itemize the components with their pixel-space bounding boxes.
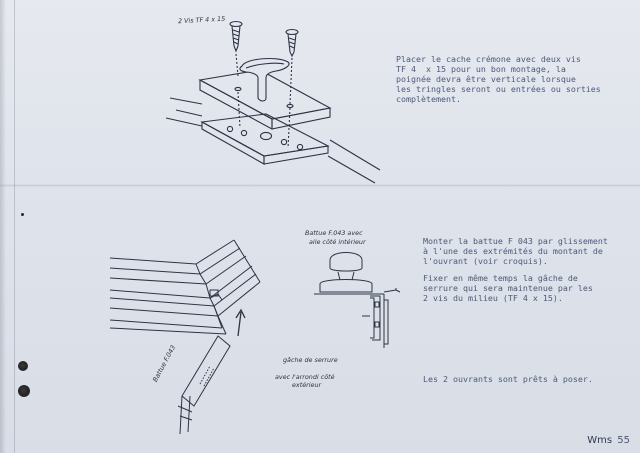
instruction-step3-line2: serrure qui sera maintenue par les: [423, 283, 593, 293]
punch-hole: [18, 385, 30, 397]
instruction-step1-line2: TF 4 x 15 pour un bon montage, la: [396, 64, 566, 74]
screws-label: 2 Vis TF 4 x 15: [177, 14, 226, 26]
instruction-step4-line1: Les 2 ouvrants sont prêts à poser.: [423, 374, 593, 384]
gache-label-line3: extérieur: [292, 381, 322, 389]
instruction-step1-line1: Placer le cache crémone avec deux vis: [396, 54, 581, 64]
footer-page-number: 55: [617, 435, 630, 446]
battue-label-line1: Battue F.043 avec: [305, 229, 363, 237]
cremone-cover-illustration: [177, 14, 380, 193]
battue-side-label: Battue F.043: [151, 343, 178, 384]
strike-plate-section-illustration: [300, 240, 410, 350]
instruction-step2-line2: à l'une des extrémités du montant de: [423, 246, 603, 256]
footer-brand: Wms: [587, 435, 613, 446]
instruction-step3-line1: Fixer en même temps la gâche de: [423, 273, 578, 283]
page-margin-line: [14, 0, 15, 453]
instruction-step2-line1: Monter la battue F 043 par glissement: [423, 236, 608, 246]
sash-corner-illustration: [110, 236, 270, 346]
instruction-step1-line5: complètement.: [396, 94, 461, 104]
instruction-step1-line3: poignée devra être verticale lorsque: [396, 74, 576, 84]
punch-hole: [18, 361, 28, 371]
instruction-step1-line4: les tringles seront ou entrées ou sorties: [396, 84, 601, 94]
page-left-shadow: [0, 0, 6, 453]
battue-label-line2: aile côté intérieur: [309, 238, 366, 246]
page-footer: [587, 435, 630, 446]
battue-strip-illustration: [170, 336, 240, 436]
instruction-step3-line3: 2 vis du milieu (TF 4 x 15).: [423, 293, 563, 303]
punch-hole-small: [21, 213, 24, 216]
gache-label-line1: gâche de serrure: [283, 356, 338, 364]
instruction-step2-line3: l'ouvrant (voir croquis).: [423, 256, 548, 266]
gache-label-line2: avec l'arrondi côté: [275, 373, 335, 381]
